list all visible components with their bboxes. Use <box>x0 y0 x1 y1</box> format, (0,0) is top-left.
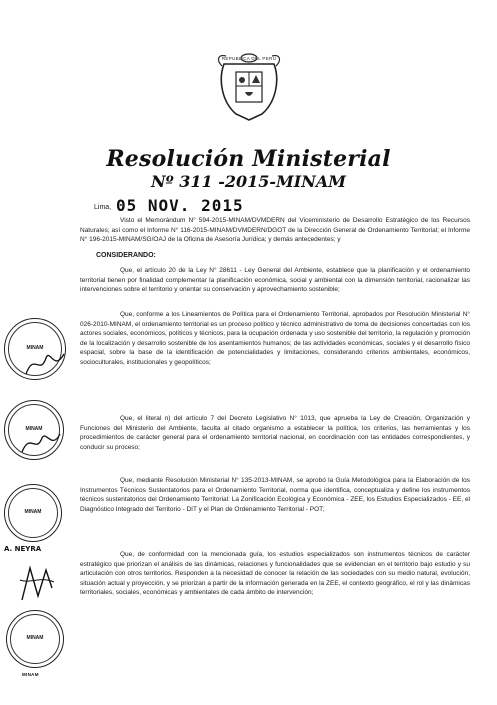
seal-center-label: MINAM <box>24 509 42 515</box>
handwritten-signature <box>16 560 56 606</box>
body-paragraph: Que, el literal n) del artículo 7 del Decreto Legislativo N° 1013, que aprueba la Ley de Creación, Organización y Funciones del Ministerio del Ambiente, faculta al citado organismo a establecer la política, los criterios, las herramientas y los procedimientos de carácter general para el ordenamiento territorial nacional, en coordinación con las entidades correspondientes, y conducir su proceso; <box>80 415 470 451</box>
ministry-seal <box>4 484 62 542</box>
coat-of-arms-icon <box>214 50 284 122</box>
emblem-caption: REPUBLICA DEL PERU <box>221 56 277 61</box>
resolution-number: Nº 311 -2015-MINAM <box>151 172 346 191</box>
body-paragraph: Que, de conformidad con la mencionada guía, los estudios especializados son instrumentos técnicos de carácter estratégico que priorizan el análisis de las dinámicas, relaciones y funcionalidades que se evidencian en el territorio bajo estudio y su articulación con otros territorios. Responden a la necesidad de conocer la relación de las sociedades con su medio natural, evolución, situación actual y proyección, y se priorizan a partir de la información generada en la ZEE, el contexto geográfico, el rol y las dinámicas territoriales, sociales, económicas y ambientales de cada ámbito de intervención; <box>80 551 470 597</box>
body-paragraph: Que, mediante Resolución Ministerial N° 135-2013-MINAM, se aprobó la Guía Metodológica para la Elaboración de los Instrumentos Técnicos Sustentatorios para el Ordenamiento Territorial, norma que identifica, conceptualiza y define los instrumentos técnicos sustentatorios del Ordenamiento Territorial: La Zonificación Ecológica y Económica - ZEE, los Estudios Especializados - EE, el Diagnóstico Integrado del Territorio - DIT y el Plan de Ordenamiento Territorial - POT; <box>80 477 470 513</box>
body-paragraph: Que, conforme a los Lineamientos de Política para el Ordenamiento Territorial, aprobados por Resolución Ministerial N° 026-2010-MINAM, el ordenamiento territorial es un proceso político y técnico administrativo de toma de decisiones concertadas con los actores sociales, económicos, políticos y técnicos, para la ocupación ordenada y uso sostenible del territorio, la regulación y promoción de la localización y desarrollo sostenible de los asentamientos humanos; de las actividades económicas, sociales y el desarrollo físico espacial, sobre la base de la identificación de potencialidades y limitaciones, considerando criterios ambientales, económicos, socioculturales, institucionales y geopolíticos; <box>80 311 470 366</box>
bottom-seal-label: MINAM <box>22 672 39 677</box>
date-stamp: 05 NOV. 2015 <box>116 196 244 215</box>
document-title: Resolución Ministerial <box>106 146 391 172</box>
considerando-heading: CONSIDERANDO: <box>96 252 156 259</box>
seal-center-label: MINAM <box>26 345 44 351</box>
visto-paragraph: Visto el Memorándum N° 594-2015-MINAM/DVMDERN del Viceministerio de Desarrollo Estratégico de los Recursos Naturales; así como el Informe N° 116-2015-MINAM/DVMDERN/DGOT de la Dirección General de Ordenamiento Territorial; el Informe N° 196-2015-MINAM/SG/OAJ de la Oficina de Asesoría Jurídica; y demás antecedentes; y <box>80 217 470 244</box>
handwritten-signature <box>18 428 62 458</box>
seal-center-label: MINAM <box>25 426 43 432</box>
ministry-seal <box>6 610 64 668</box>
handwritten-signature <box>24 346 68 380</box>
signer-name: A. NEYRA <box>4 545 42 553</box>
seal-center-label: MINAM <box>26 635 44 641</box>
date-label: Lima, <box>94 204 112 211</box>
body-paragraph: Que, el artículo 20 de la Ley N° 28611 - Ley General del Ambiente, establece que la planificación y el ordenamiento territorial tienen por finalidad complementar la planificación económica, social y ambiental con la dimensión territorial, racionalizar las intervenciones sobre el territorio y orientar su conservación y aprovechamiento sostenible; <box>80 267 470 294</box>
